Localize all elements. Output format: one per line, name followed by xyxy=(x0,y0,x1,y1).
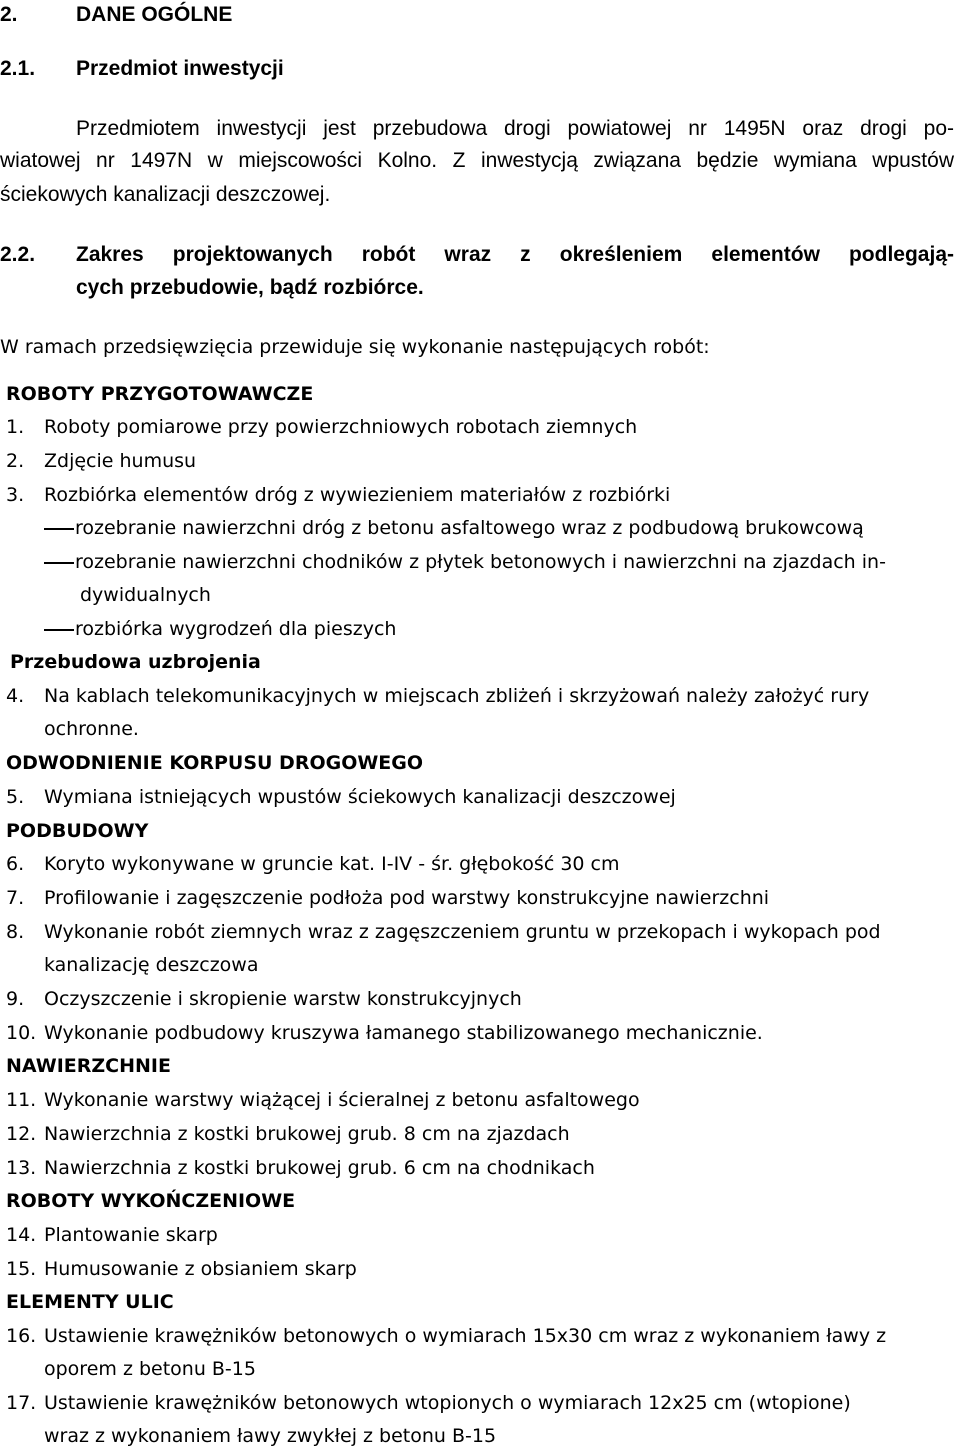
list-item: Koryto wykonywane w gruncie kat. I-IV - śr. głębokość 30 cm xyxy=(44,853,620,875)
list-item: Wykonanie warstwy wiążącej i ścieralnej z betonu asfaltowego xyxy=(44,1089,640,1111)
subsection-number: 2.1. xyxy=(0,57,36,80)
item-number: 12. xyxy=(6,1123,37,1145)
list-item: Humusowanie z obsianiem skarp xyxy=(44,1258,357,1280)
list-item: Ustawienie krawężników betonowych wtopionych o wymiarach 12x25 cm (wtopione) xyxy=(44,1392,851,1414)
list-item: Profilowanie i zagęszczenie podłoża pod warstwy konstrukcyjne nawierzchni xyxy=(44,887,770,909)
item-number: 16. xyxy=(6,1325,37,1347)
paragraph-line: Przedmiotem inwestycji jest przebudowa drogi powiatowej nr 1495N oraz drogi po- xyxy=(76,117,954,140)
item-number: 11. xyxy=(6,1089,37,1111)
list-item: Zdjęcie humusu xyxy=(44,450,197,472)
item-number: 17. xyxy=(6,1392,37,1414)
group-heading: Przebudowa uzbrojenia xyxy=(10,651,261,673)
list-item: Na kablach telekomunikacyjnych w miejscach zbliżeń i skrzyżowań należy założyć rury xyxy=(44,685,870,707)
list-item: Nawierzchnia z kostki brukowej grub. 6 cm na chodnikach xyxy=(44,1157,595,1179)
item-number: 3. xyxy=(6,484,25,506)
list-item: Plantowanie skarp xyxy=(44,1224,218,1246)
list-item: kanalizację deszczowa xyxy=(44,954,259,976)
group-heading: ELEMENTY ULIC xyxy=(6,1291,174,1313)
sub-list-item: rozebranie nawierzchni dróg z betonu asfaltowego wraz z podbudową brukowcową xyxy=(75,517,864,539)
section-number: 2. xyxy=(0,3,18,26)
list-item: wraz z wykonaniem ławy zwykłej z betonu B-15 xyxy=(44,1425,497,1447)
item-number: 13. xyxy=(6,1157,37,1179)
list-item: Ustawienie krawężników betonowych o wymiarach 15x30 cm wraz z wykonaniem ławy z xyxy=(44,1325,887,1347)
subsection-title: cych przebudowie, bądź rozbiórce. xyxy=(76,276,424,299)
item-number: 10. xyxy=(6,1022,37,1044)
dash-bullet xyxy=(44,528,74,530)
paragraph-line: ściekowych kanalizacji deszczowej. xyxy=(0,183,331,206)
item-number: 2. xyxy=(6,450,25,472)
item-number: 5. xyxy=(6,786,25,808)
sub-list-item: rozebranie nawierzchni chodników z płytek betonowych i nawierzchni na zjazdach in- xyxy=(75,551,886,573)
list-item: Rozbiórka elementów dróg z wywiezieniem materiałów z rozbiórki xyxy=(44,484,671,506)
list-item: Oczyszczenie i skropienie warstw konstrukcyjnych xyxy=(44,988,522,1010)
subsection-number: 2.2. xyxy=(0,243,36,266)
list-item: Wymiana istniejących wpustów ściekowych kanalizacji deszczowej xyxy=(44,786,676,808)
item-number: 6. xyxy=(6,853,25,875)
group-heading: PODBUDOWY xyxy=(6,820,149,842)
item-number: 1. xyxy=(6,416,25,438)
item-number: 15. xyxy=(6,1258,37,1280)
group-heading: ODWODNIENIE KORPUSU DROGOWEGO xyxy=(6,752,424,774)
dash-bullet xyxy=(44,562,74,564)
group-heading: ROBOTY PRZYGOTOWAWCZE xyxy=(6,383,314,405)
list-item: ochronne. xyxy=(44,718,139,740)
intro-text: W ramach przedsięwzięcia przewiduje się wykonanie następujących robót: xyxy=(0,336,710,358)
sub-list-item: dywidualnych xyxy=(80,584,211,606)
group-heading: ROBOTY WYKOŃCZENIOWE xyxy=(6,1190,296,1212)
list-item: Nawierzchnia z kostki brukowej grub. 8 cm na zjazdach xyxy=(44,1123,570,1145)
paragraph-line: wiatowej nr 1497N w miejscowości Kolno. Z inwestycją związana będzie wymiana wpustów xyxy=(0,149,954,172)
list-item: Roboty pomiarowe przy powierzchniowych robotach ziemnych xyxy=(44,416,638,438)
item-number: 14. xyxy=(6,1224,37,1246)
list-item: Wykonanie robót ziemnych wraz z zagęszczeniem gruntu w przekopach i wykopach pod xyxy=(44,921,881,943)
item-number: 8. xyxy=(6,921,25,943)
item-number: 4. xyxy=(6,685,25,707)
subsection-title: Zakres projektowanych robót wraz z określeniem elementów podlegają- xyxy=(76,243,954,266)
section-title: DANE OGÓLNE xyxy=(76,3,233,26)
subsection-title: Przedmiot inwestycji xyxy=(76,57,284,80)
list-item: Wykonanie podbudowy kruszywa łamanego stabilizowanego mechanicznie. xyxy=(44,1022,763,1044)
item-number: 9. xyxy=(6,988,25,1010)
item-number: 7. xyxy=(6,887,25,909)
sub-list-item: rozbiórka wygrodzeń dla pieszych xyxy=(75,618,397,640)
list-item: oporem z betonu B-15 xyxy=(44,1358,256,1380)
dash-bullet xyxy=(44,629,74,631)
group-heading: NAWIERZCHNIE xyxy=(6,1055,171,1077)
